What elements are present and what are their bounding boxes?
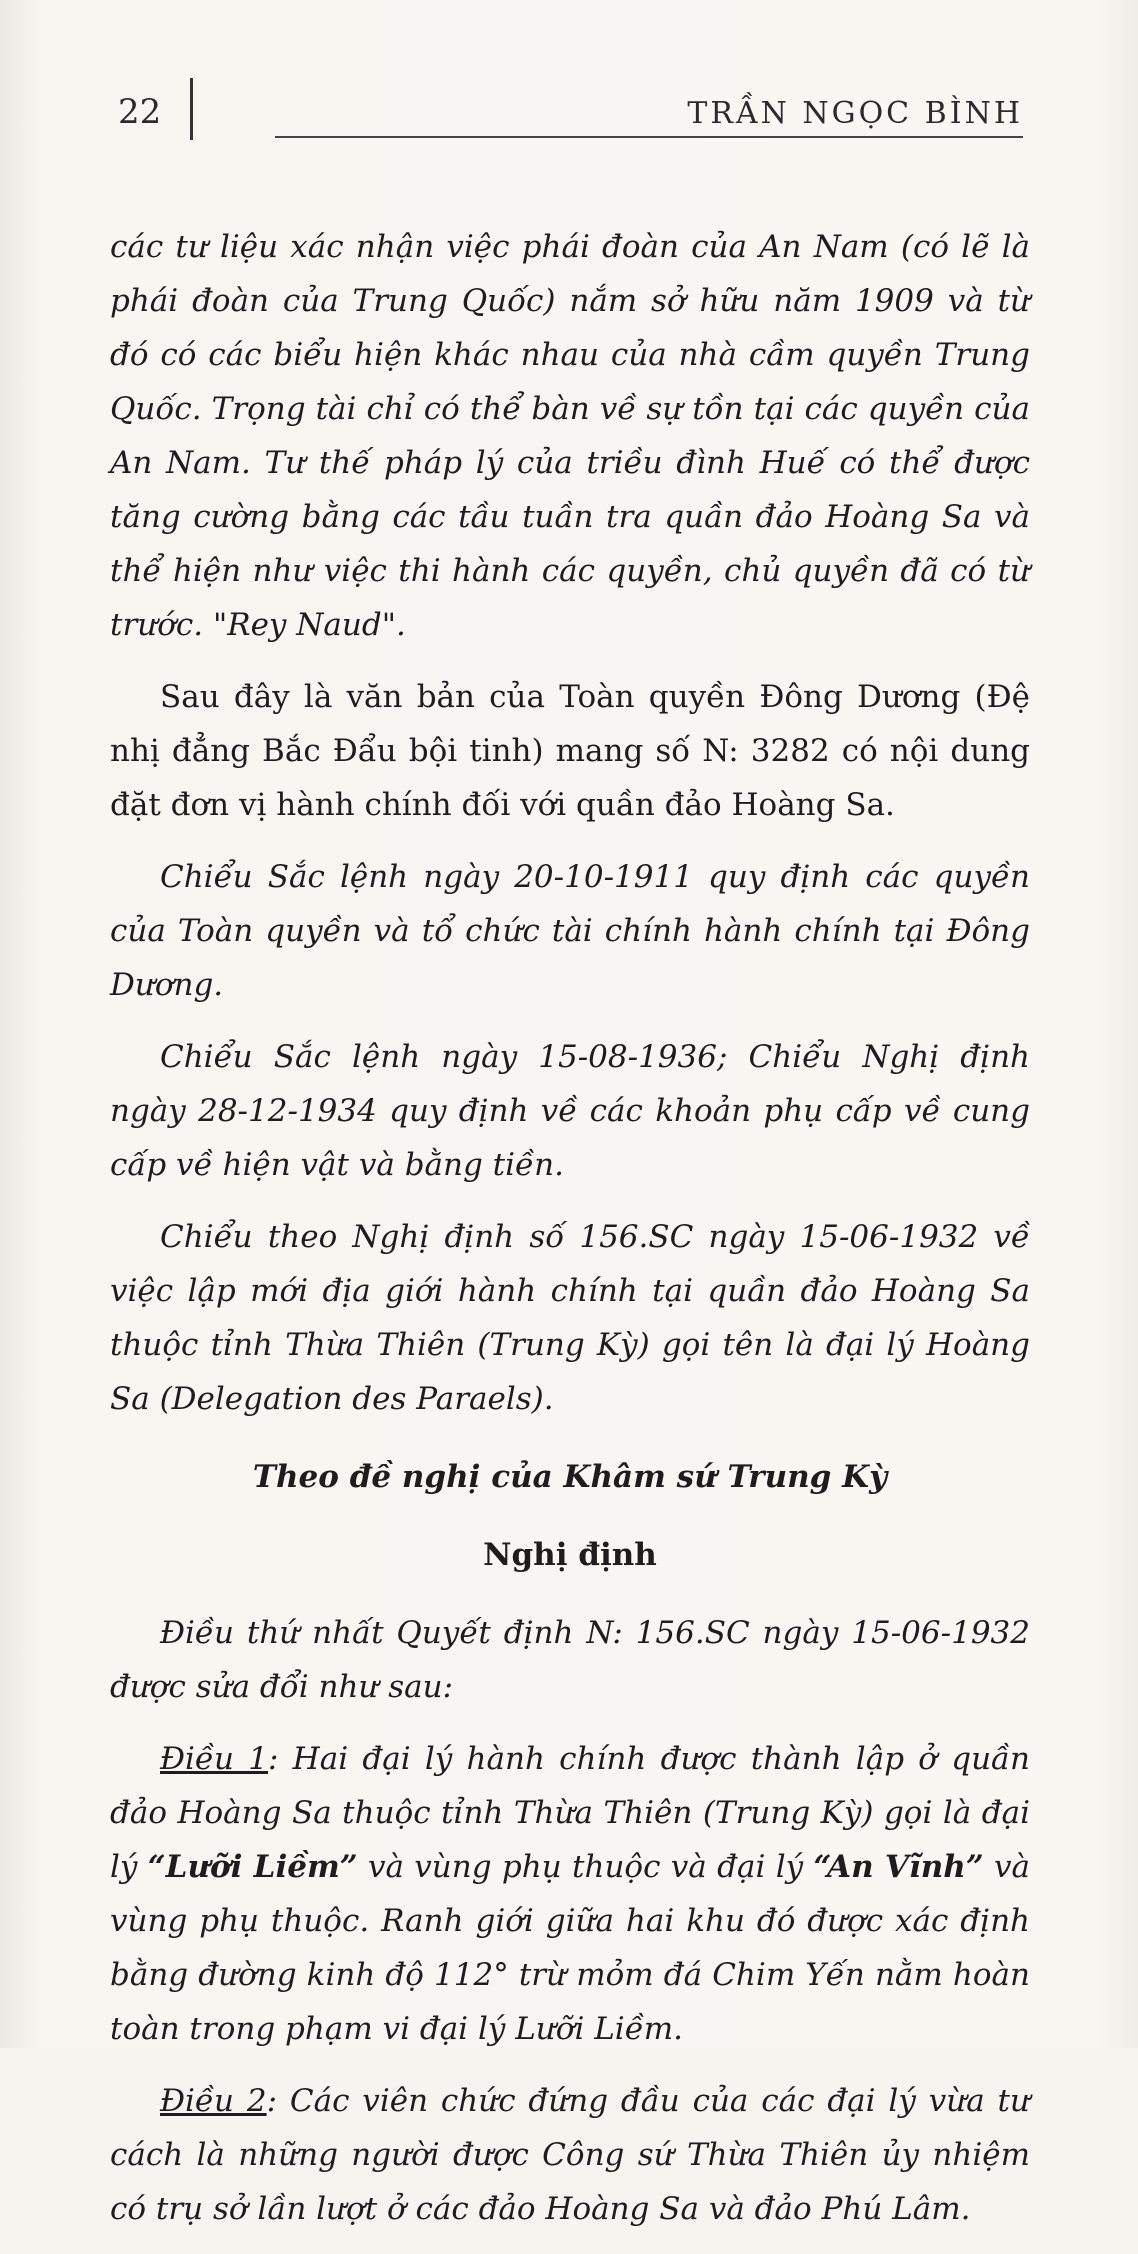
article-1-text-a: : Hai đại lý hành chính được thành lập ở quần đảo Hoàng Sa thuộc tỉnh Thừa Thiên (Trung Kỳ) gọi là đại lý [110, 1741, 1030, 1885]
article-1-label: Điều 1 [160, 1741, 268, 1777]
paragraph-6: Điều thứ nhất Quyết định N: 156.SC ngày 15-06-1932 được sửa đổi như sau: [110, 1615, 1030, 1705]
page-content [110, 220, 1030, 2254]
page-number: 22 [118, 92, 162, 132]
header-divider [190, 78, 193, 140]
article-2-text: : Các viên chức đứng đầu của các đại lý vừa tư cách là những người được Công sứ Thừa Thiên ủy nhiệm có trụ sở lần lượt ở các đảo Hoàng Sa và đảo Phú Lâm. [110, 2083, 1030, 2227]
section-heading-proposal: Theo đề nghị của Khâm sứ Trung Kỳ [252, 1459, 888, 1495]
paragraph-5: Chiểu theo Nghị định số 156.SC ngày 15-06-1932 về việc lập mới địa giới hành chính tại quần đảo Hoàng Sa thuộc tỉnh Thừa Thiên (Trung Kỳ) gọi tên là đại lý Hoàng Sa (Delegation des Paraels). [110, 1219, 1030, 1417]
paragraph-2: Sau đây là văn bản của Toàn quyền Đông Dương (Đệ nhị đẳng Bắc Đẩu bội tinh) mang số N: 3282 có nội dung đặt đơn vị hành chính đối với quần đảo Hoàng Sa. [110, 679, 1030, 823]
article-1-name-an-vinh: “An Vĩnh” [813, 1849, 984, 1885]
running-head: TRẦN NGỌC BÌNH [687, 96, 1023, 131]
header-rule [275, 136, 1023, 138]
article-1-text-c: và vùng phụ thuộc và đại lý [357, 1849, 814, 1885]
paragraph-3: Chiểu Sắc lệnh ngày 20-10-1911 quy định các quyền của Toàn quyền và tổ chức tài chính hành chính tại Đông Dương. [110, 859, 1030, 1003]
paragraph-4: Chiểu Sắc lệnh ngày 15-08-1936; Chiểu Nghị định ngày 28-12-1934 quy định về các khoản phụ cấp về cung cấp về hiện vật và bằng tiền. [110, 1039, 1030, 1183]
paragraph-1: các tư liệu xác nhận việc phái đoàn của An Nam (có lẽ là phái đoàn của Trung Quốc) nắm sở hữu năm 1909 và từ đó có các biểu hiện khác nhau của nhà cầm quyền Trung Quốc. Trọng tài chỉ có thể bàn về sự tồn tại các quyền của An Nam. Tư thế pháp lý của triều đình Huế có thể được tăng cường bằng các tầu tuần tra quần đảo Hoàng Sa và thể hiện như việc thi hành các quyền, chủ quyền đã có từ trước. "Rey Naud". [110, 229, 1030, 643]
page-header [0, 0, 1138, 150]
article-2 [110, 2074, 1030, 2236]
article-1 [110, 1732, 1030, 2056]
article-1-text-e: và vùng phụ thuộc. Ranh giới giữa hai khu đó được xác định bằng đường kinh độ 112° trừ mỏm đá Chim Yến nằm hoàn toàn trong phạm vi đại lý Lưỡi Liềm. [110, 1849, 1030, 2047]
article-2-label: Điều 2 [160, 2083, 267, 2119]
article-1-name-luoi-liem: “Lưỡi Liềm” [147, 1849, 358, 1885]
section-heading-decree: Nghị định [483, 1537, 657, 1573]
